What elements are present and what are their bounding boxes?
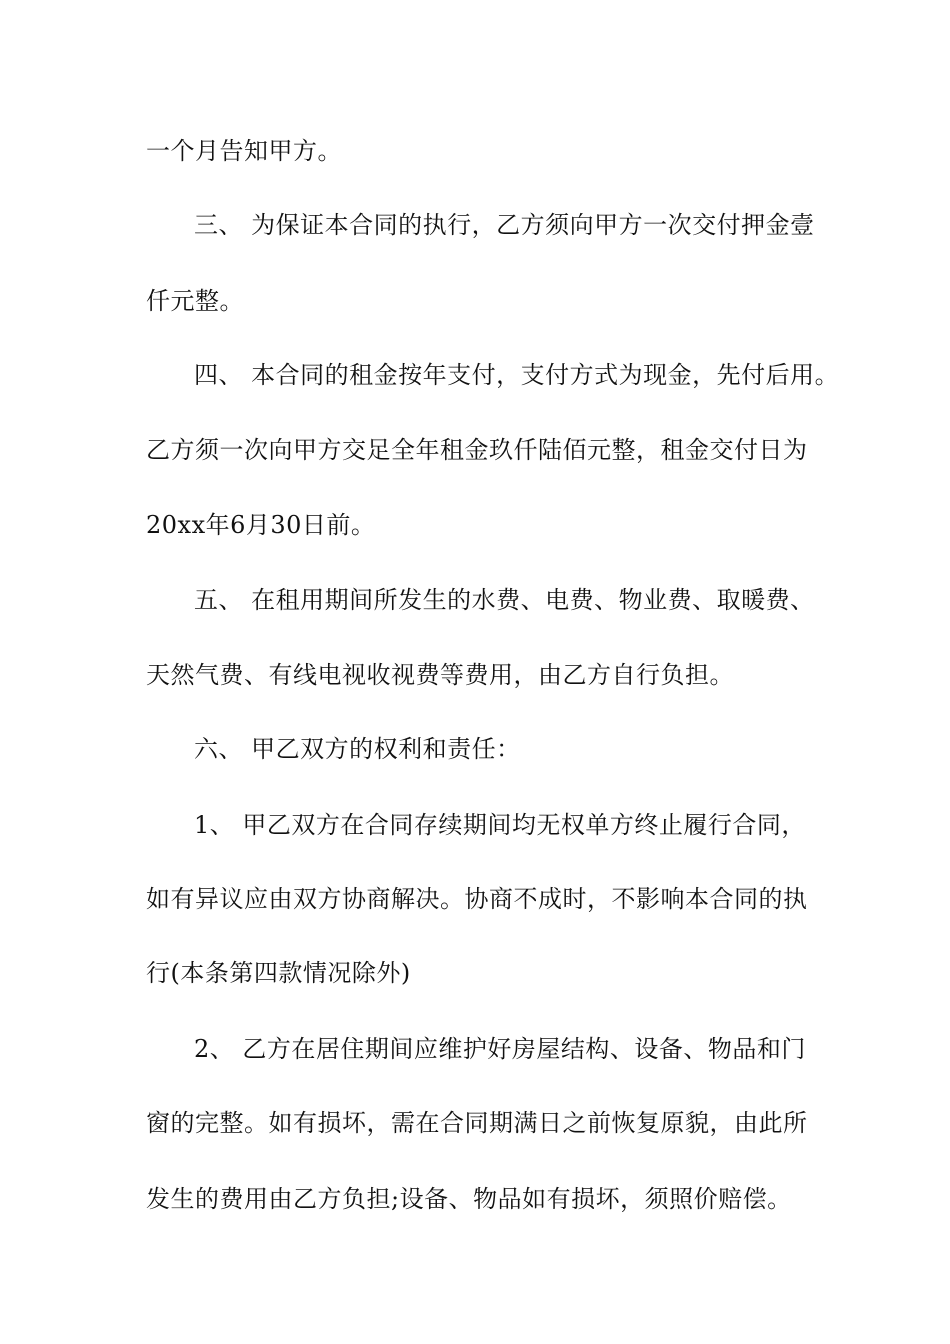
- text-line: 仟元整。: [146, 287, 244, 315]
- clause-5-heading: 五、 在租用期间所发生的水费、电费、物业费、取暖费、: [194, 586, 815, 614]
- text-line: 行(本条第四款情况除外): [146, 959, 411, 987]
- text-line: 如有异议应由双方协商解决。协商不成时，不影响本合同的执: [146, 885, 808, 913]
- text-line: 天然气费、有线电视收视费等费用，由乙方自行负担。: [146, 661, 734, 689]
- clause-4-heading: 四、 本合同的租金按年支付，支付方式为现金，先付后用。: [194, 361, 840, 389]
- clause-6-heading: 六、 甲乙双方的权利和责任：: [194, 735, 521, 763]
- text-line: 乙方须一次向甲方交足全年租金玖仟陆佰元整，租金交付日为: [146, 436, 808, 464]
- text-line: 发生的费用由乙方负担;设备、物品如有损坏，须照价赔偿。: [146, 1185, 792, 1213]
- item-1-heading: 1、 甲乙双方在合同存续期间均无权单方终止履行合同，: [194, 811, 806, 839]
- text-line: 20xx年6月30日前。: [146, 511, 376, 539]
- text-line: 一个月告知甲方。: [146, 137, 342, 165]
- item-2-heading: 2、 乙方在居住期间应维护好房屋结构、设备、物品和门: [194, 1035, 806, 1063]
- clause-3-heading: 三、 为保证本合同的执行，乙方须向甲方一次交付押金壹: [194, 211, 815, 239]
- text-line: 窗的完整。如有损坏，需在合同期满日之前恢复原貌，由此所: [146, 1109, 808, 1137]
